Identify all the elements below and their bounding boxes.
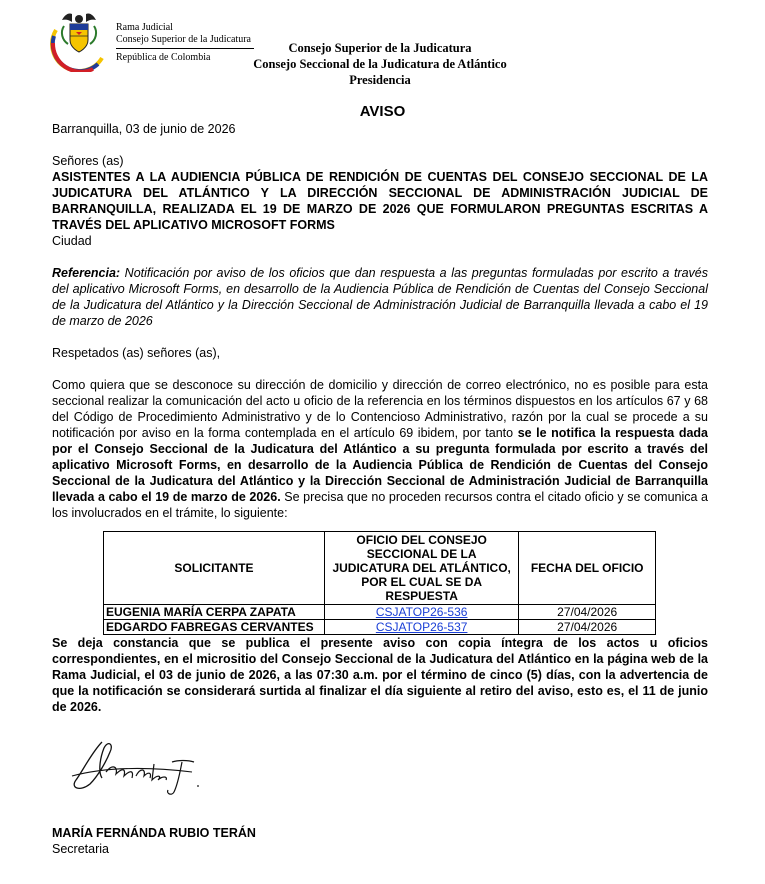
notification-table bbox=[103, 531, 656, 635]
date-line: Barranquilla, 03 de junio de 2026 bbox=[52, 122, 236, 136]
notice-title: AVISO bbox=[359, 103, 406, 120]
council-line-2: Consejo Seccional de la Judicatura de Atlántico bbox=[253, 57, 507, 71]
handwritten-signature bbox=[62, 732, 212, 812]
coat-of-arms-logo bbox=[50, 10, 108, 72]
reference-paragraph bbox=[52, 265, 708, 329]
cell-oficio bbox=[324, 605, 518, 620]
addressee-city: Ciudad bbox=[52, 234, 92, 248]
cell-oficio bbox=[324, 620, 518, 635]
oficio-link[interactable]: CSJATOP26-537 bbox=[375, 620, 468, 634]
cell-fecha: 27/04/2026 bbox=[519, 605, 656, 620]
cell-solicitante: EUGENIA MARÍA CERPA ZAPATA bbox=[104, 605, 325, 620]
cell-solicitante: EDGARDO FABREGAS CERVANTES bbox=[104, 620, 325, 635]
brand-line-1: Rama Judicial bbox=[116, 22, 173, 33]
cell-fecha: 27/04/2026 bbox=[519, 620, 656, 635]
council-line-1: Consejo Superior de la Judicatura bbox=[288, 41, 472, 55]
addressee-recipients: ASISTENTES A LA AUDIENCIA PÚBLICA DE RENDICIÓN DE CUENTAS DEL CONSEJO SECCIONAL DE LA JUDICATURA DEL ATLÁNTICO Y LA DIRECCIÓN SECCIONAL DE ADMINISTRACIÓN JUDICIAL DE BARRANQUILLA, REALIZADA EL 19 DE MARZO DE 2026 QUE FORMULARON PREGUNTAS ESCRITAS A TRAVÉS DEL APLICATIVO MICROSOFT FORMS bbox=[52, 170, 708, 232]
reference-label: Referencia: bbox=[52, 266, 121, 280]
table-row bbox=[104, 620, 656, 635]
header-oficio: OFICIO DEL CONSEJO SECCIONAL DE LA JUDICATURA DEL ATLÁNTICO, POR EL CUAL SE DA RESPUESTA bbox=[324, 532, 518, 605]
greeting: Respetados (as) señores (as), bbox=[52, 346, 221, 360]
addressee-salutation: Señores (as) bbox=[52, 154, 124, 168]
table-row bbox=[104, 605, 656, 620]
body-part-2: se le notifica la respuesta dada por el Consejo Seccional de la Judicatura del Atlántico a su pregunta formulada por escrito a través del aplicativo Microsoft Forms, en desarrollo de la Audiencia Pública de Rendición de Cuentas del Consejo Seccional de la Judicatura del Atlántico y la Dirección Seccional de Administración Judicial de Barranquilla llevada a cabo el 19 de marzo de 2026. bbox=[52, 426, 708, 504]
header-solicitante: SOLICITANTE bbox=[104, 532, 325, 605]
signer-block bbox=[52, 825, 256, 857]
signer-name: MARÍA FERNÁNDA RUBIO TERÁN bbox=[52, 826, 256, 840]
table-header-row bbox=[104, 532, 656, 605]
brand-line-2: Consejo Superior de la Judicatura bbox=[116, 34, 251, 45]
reference-text: Notificación por aviso de los oficios que dan respuesta a las preguntas formuladas por escrito a través del aplicativo Microsoft Forms, en desarrollo de la Audiencia Pública de Rendición de Cuentas del Consejo Seccional de la Judicatura del Atlántico y la Dirección Seccional de Administración Judicial de Barranquilla llevada a cabo el 19 de marzo de 2026 bbox=[52, 266, 708, 328]
council-line-3: Presidencia bbox=[349, 73, 411, 87]
oficio-link[interactable]: CSJATOP26-536 bbox=[375, 605, 468, 619]
body-paragraph bbox=[52, 377, 708, 521]
body-part-3: Se precisa que no proceden recursos contra el citado oficio y se comunica a los involucrados en el trámite, lo siguiente: bbox=[52, 490, 708, 520]
council-heading bbox=[230, 40, 530, 88]
signer-role: Secretaria bbox=[52, 842, 109, 856]
header-fecha: FECHA DEL OFICIO bbox=[519, 532, 656, 605]
closing-paragraph: Se deja constancia que se publica el presente aviso con copia íntegra de los actos u oficios correspondientes, en el micrositio del Consejo Seccional de la Judicatura del Atlántico en la página web de la Rama Judicial, el 03 de junio de 2026, a las 07:30 a.m. por el término de cinco (5) días, con la advertencia de que la notificación se considerará surtida al finalizar el día siguiente al retiro del aviso, esto es, el 11 de junio de 2026. bbox=[52, 636, 708, 714]
brand-line-3: República de Colombia bbox=[116, 52, 211, 63]
body-part-1: Como quiera que se desconoce su dirección de domicilio y dirección de correo electrónico, no es posible para esta seccional realizar la comunicación del acto u oficio de la referencia en los términos dispuestos en los artículos 67 y 68 del Código de Procedimiento Administrativo y de lo Contencioso Administrativo, razón por la cual se procede a su notificación por aviso en la forma contemplada en el artículo 69 ibidem, por tanto bbox=[52, 378, 708, 440]
